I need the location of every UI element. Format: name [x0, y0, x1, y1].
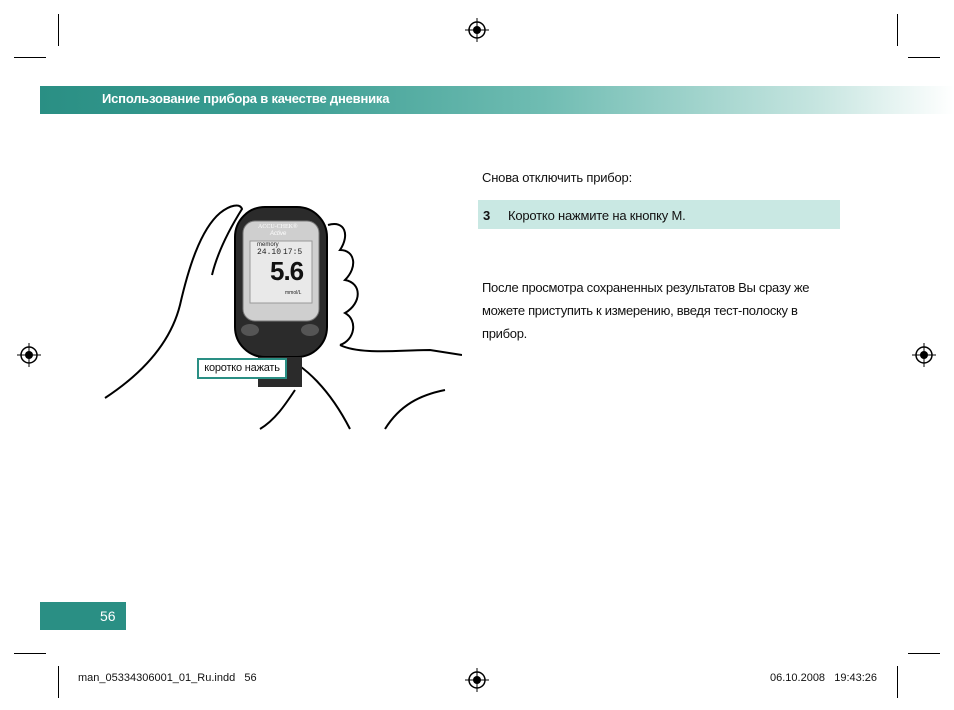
- registration-mark-icon: [912, 343, 936, 367]
- display-date: 24.10: [257, 248, 282, 257]
- crop-mark: [897, 666, 898, 698]
- display-value: 5.6: [270, 256, 304, 286]
- crop-mark: [58, 14, 59, 46]
- callout-label: коротко нажать: [197, 358, 287, 379]
- step-number: 3: [483, 208, 491, 223]
- slug-timestamp: 06.10.2008 19:43:26: [770, 672, 878, 684]
- registration-mark-icon: [17, 343, 41, 367]
- step-text: Коротко нажмите на кнопку M.: [508, 208, 686, 223]
- crop-mark: [908, 57, 940, 58]
- registration-mark-icon: [465, 18, 489, 42]
- intro-text: Снова отключить прибор:: [482, 170, 633, 185]
- crop-mark: [897, 14, 898, 46]
- crop-mark: [14, 57, 46, 58]
- registration-mark-icon: [465, 668, 489, 692]
- body-paragraph: После просмотра сохраненных результатов Вы сразу же можете приступить к измерению, введя тест-полоску в прибор.: [482, 280, 810, 341]
- display-unit: mmol/L: [285, 290, 302, 296]
- brand-logo: ACCU-CHEK®: [258, 224, 298, 230]
- slug-filename: man_05334306001_01_Ru.indd 56: [78, 672, 257, 684]
- display-label: memory: [257, 242, 279, 248]
- crop-mark: [908, 653, 940, 654]
- crop-mark: [14, 653, 46, 654]
- section-title: Использование прибора в качестве дневника: [102, 91, 390, 106]
- crop-mark: [58, 666, 59, 698]
- display-time: 17:5: [283, 248, 303, 257]
- page-number: 56: [100, 608, 116, 624]
- brand-model: Active: [270, 231, 287, 237]
